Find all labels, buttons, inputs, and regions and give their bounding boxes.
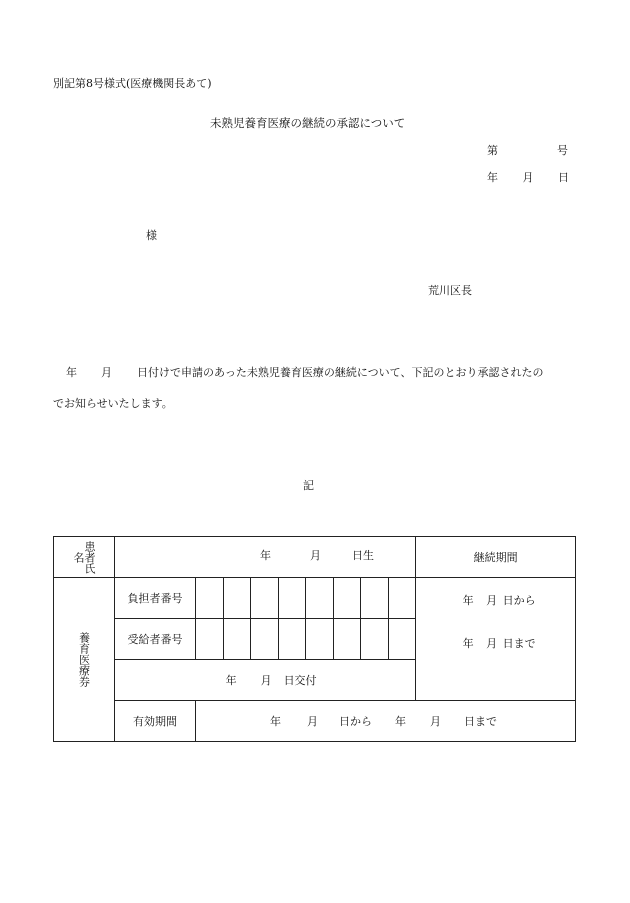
issue-day: 日交付: [283, 674, 317, 687]
period-to: [416, 608, 575, 651]
ki-heading: 記: [303, 479, 314, 492]
date-year: 年: [487, 171, 498, 184]
recipient-digit-4[interactable]: [279, 619, 306, 660]
valid-to-day: 日まで: [464, 715, 497, 728]
patient-name-label-cell: [54, 537, 115, 578]
document-date: [487, 172, 569, 183]
issue-year: 年: [225, 674, 237, 687]
valid-period-cell[interactable]: [196, 701, 576, 742]
doc-number-suffix: 号: [557, 144, 568, 157]
valid-to-year: 年: [395, 715, 406, 728]
payer-digit-7[interactable]: [361, 578, 389, 619]
recipient-number-label-cell: [115, 619, 196, 660]
birth-year: 年: [260, 549, 271, 562]
period-to-year: 年: [462, 637, 474, 650]
payer-digit-6[interactable]: [334, 578, 361, 619]
payer-digit-3[interactable]: [251, 578, 279, 619]
period-to-day: 日まで: [502, 637, 536, 650]
recipient-digit-5[interactable]: [306, 619, 334, 660]
body-month: 月: [101, 366, 112, 379]
period-from-year: 年: [462, 594, 474, 607]
body-line-2: でお知らせいたします。: [53, 397, 173, 410]
birth-day: 日生: [352, 549, 374, 562]
issue-month: 月: [260, 674, 272, 687]
payer-digit-5[interactable]: [306, 578, 334, 619]
birth-month: 月: [310, 549, 321, 562]
patient-name-label: 患者氏名: [72, 540, 96, 574]
recipient-digit-2[interactable]: [224, 619, 251, 660]
voucher-label: 養育医療券: [77, 632, 91, 687]
doc-number-prefix: 第: [487, 144, 498, 157]
issue-date-cell[interactable]: [115, 660, 416, 701]
birth-date: [115, 547, 415, 577]
form-label: 別記第8号様式(医療機関長あて): [53, 77, 212, 90]
payer-number-label-cell: [115, 578, 196, 619]
recipient-digit-6[interactable]: [334, 619, 361, 660]
continuation-period-label-cell: [416, 537, 576, 578]
date-month: 月: [522, 171, 534, 184]
body-line-1: [66, 367, 543, 378]
valid-from-day: 日から: [339, 715, 372, 728]
body-text: 日付けで申請のあった未熟児養育医療の継続について、下記のとおり承認されたの: [137, 366, 544, 379]
sender: 荒川区長: [428, 284, 472, 297]
valid-period-label-cell: [115, 701, 196, 742]
body-year: 年: [66, 366, 77, 379]
payer-digit-2[interactable]: [224, 578, 251, 619]
payer-digit-1[interactable]: [196, 578, 224, 619]
recipient-digit-7[interactable]: [361, 619, 389, 660]
recipient-digit-3[interactable]: [251, 619, 279, 660]
continuation-period-cell[interactable]: [416, 578, 576, 701]
issue-date: [115, 672, 415, 688]
continuation-period-label: 継続期間: [473, 551, 518, 564]
payer-digit-8[interactable]: [389, 578, 416, 619]
date-day: 日: [558, 171, 569, 184]
period-to-month: 月: [486, 637, 498, 650]
period-from-day: 日から: [502, 594, 536, 607]
valid-from-year: 年: [270, 715, 281, 728]
approval-table: [53, 536, 576, 742]
recipient-digit-1[interactable]: [196, 619, 224, 660]
voucher-label-cell: [54, 578, 115, 742]
valid-to-month: 月: [430, 715, 441, 728]
valid-period-label: 有効期間: [133, 715, 177, 728]
recipient-number-label: 受給者番号: [127, 633, 183, 646]
recipient-digit-8[interactable]: [389, 619, 416, 660]
document-title: 未熟児養育医療の継続の承認について: [210, 116, 406, 130]
addressee-honorific: 様: [146, 229, 157, 242]
period-from: [416, 578, 575, 608]
patient-name-field[interactable]: [115, 537, 416, 578]
payer-digit-4[interactable]: [279, 578, 306, 619]
valid-period: [196, 713, 575, 729]
period-from-month: 月: [486, 594, 498, 607]
payer-number-label: 負担者番号: [127, 592, 183, 605]
valid-from-month: 月: [307, 715, 318, 728]
